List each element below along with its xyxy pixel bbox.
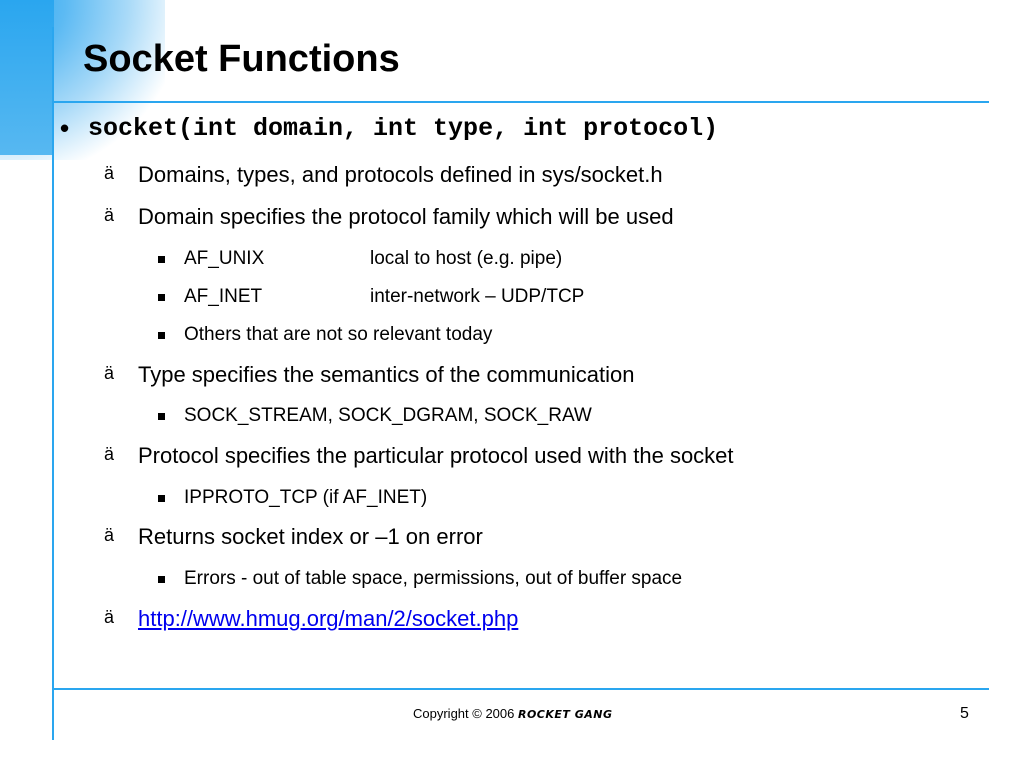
- sub-item-text: Protocol specifies the particular protocol used with the socket: [138, 443, 734, 468]
- sub-sub-item-text: Errors - out of table space, permissions, out of buffer space: [184, 568, 683, 589]
- arrow-marker-icon: ä: [104, 444, 115, 464]
- sub-sub-item: [184, 248, 563, 270]
- domain-desc: inter-network – UDP/TCP: [370, 286, 585, 307]
- footer-rule: [52, 688, 989, 690]
- sub-item-text: Domains, types, and protocols defined in sys/socket.h: [138, 162, 663, 187]
- sub-item: [104, 443, 734, 469]
- domain-name: AF_INET: [184, 286, 263, 307]
- main-bullet: [60, 113, 719, 143]
- sub-sub-item: [184, 405, 592, 427]
- square-bullet-icon: [158, 256, 165, 263]
- sub-item: [104, 362, 635, 388]
- domain-name: AF_UNIX: [184, 248, 265, 269]
- footer-copyright: [413, 706, 613, 721]
- square-bullet-icon: [158, 294, 165, 301]
- page-number: 5: [960, 705, 969, 722]
- copyright-text: Copyright © 2006: [413, 706, 518, 721]
- sub-item-text: Type specifies the semantics of the communication: [138, 362, 635, 387]
- man-page-link[interactable]: http://www.hmug.org/man/2/socket.php: [138, 606, 519, 631]
- slide-title: Socket Functions: [83, 38, 400, 80]
- arrow-marker-icon: ä: [104, 525, 115, 545]
- square-bullet-icon: [158, 413, 165, 420]
- sub-sub-item: [184, 487, 427, 509]
- sub-item-text: Returns socket index or –1 on error: [138, 524, 483, 549]
- square-bullet-icon: [158, 576, 165, 583]
- arrow-marker-icon: ä: [104, 607, 115, 627]
- sub-item: [104, 204, 674, 230]
- square-bullet-icon: [158, 332, 165, 339]
- sub-sub-item: [184, 286, 585, 308]
- square-bullet-icon: [158, 495, 165, 502]
- domain-desc: local to host (e.g. pipe): [370, 248, 563, 269]
- arrow-marker-icon: ä: [104, 205, 115, 225]
- vertical-rule: [52, 27, 54, 740]
- sub-sub-item-text: SOCK_STREAM, SOCK_DGRAM, SOCK_RAW: [184, 405, 592, 426]
- main-bullet-text: socket(int domain, int type, int protocol): [88, 114, 719, 143]
- corner-accent-block: [0, 0, 54, 155]
- sub-item: [104, 606, 519, 632]
- sub-item-text: Domain specifies the protocol family which will be used: [138, 204, 674, 229]
- bullet-dot-icon: •: [60, 113, 70, 143]
- sub-sub-item-text: IPPROTO_TCP (if AF_INET): [184, 487, 428, 508]
- sub-item: [104, 524, 483, 550]
- sub-item: [104, 162, 663, 188]
- brand-logo-text: ROCKET GANG: [517, 708, 613, 721]
- arrow-marker-icon: ä: [104, 163, 115, 183]
- sub-sub-item: [184, 324, 492, 346]
- sub-sub-item-text: Others that are not so relevant today: [184, 324, 493, 345]
- arrow-marker-icon: ä: [104, 363, 115, 383]
- sub-sub-item: [184, 568, 682, 590]
- title-rule: [52, 101, 989, 103]
